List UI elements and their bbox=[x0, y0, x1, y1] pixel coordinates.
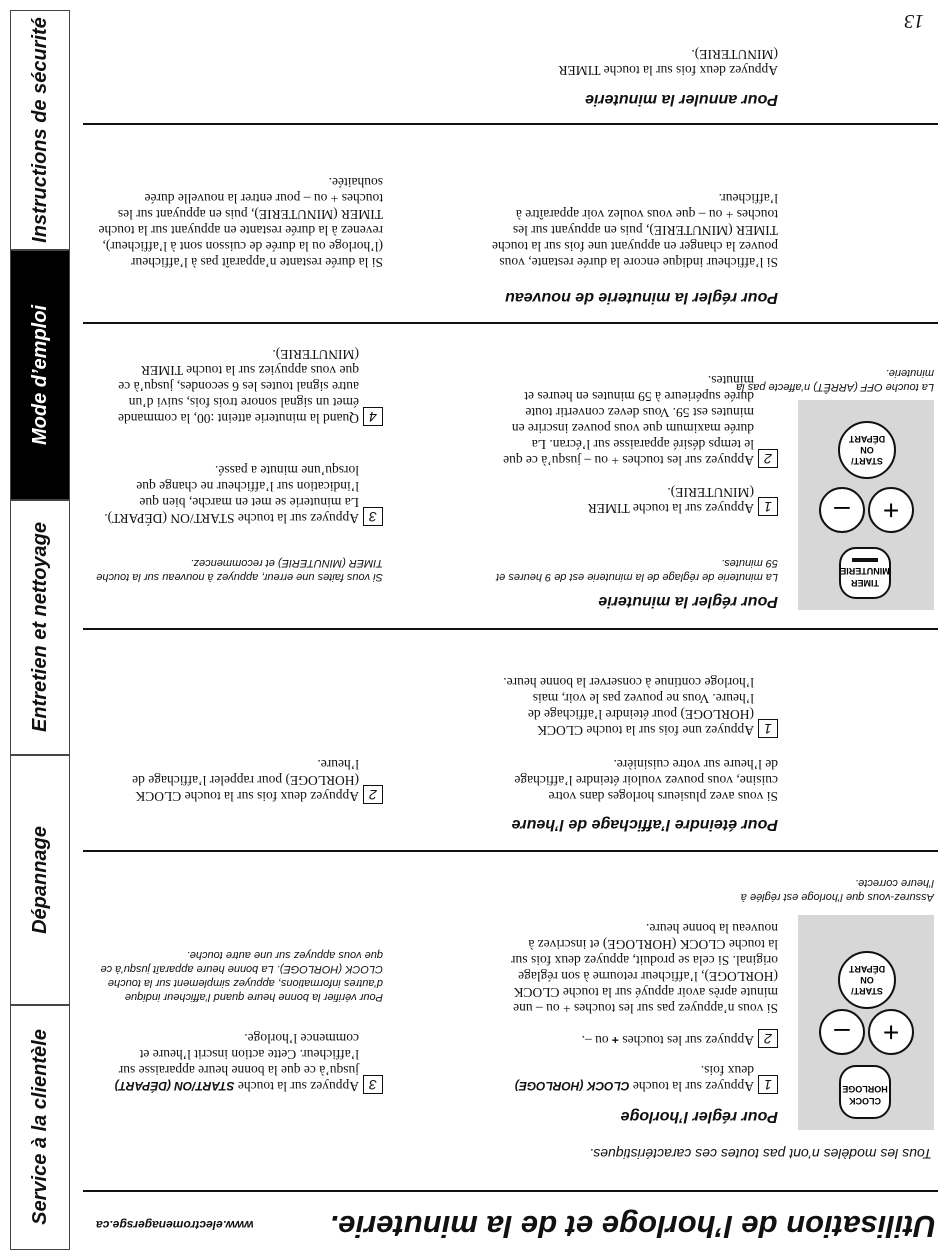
tab-label: Entretien et nettoyage bbox=[29, 522, 51, 733]
minus-icon: – bbox=[834, 1017, 850, 1048]
clock-step-2: Appuyez sur les touches + ou –. bbox=[581, 1033, 754, 1048]
tab-service[interactable] bbox=[10, 1005, 70, 1250]
clock-set-title: Pour régler l’horloge bbox=[620, 1108, 778, 1125]
divider bbox=[83, 850, 938, 852]
clock-step-3: Appuyez sur la touche START/ON (DÉPART) jusqu’à ce que la bonne heure apparaisse sur l’afficheur. Cette action inscrit l’heure et commence l’horloge. bbox=[114, 1031, 359, 1094]
clock-panel-buttons bbox=[798, 915, 934, 1130]
minus-button[interactable] bbox=[820, 488, 864, 532]
clock-set-paragraph: Si vous n’appuyez pas sur les touches + ou – une minute après avoir appuyé sur la touche CLOCK (HORLOGE), l’afficheur retourne à son réglage original. Si cela se produit, appuyez deux fois sur la touche CLOCK (HORLOGE) et inscrivez à nouveau la bonne heure. bbox=[511, 921, 778, 1016]
clock-off-step-1: Appuyez une fois sur la touche CLOCK (HORLOGE) pour éteindre l’affichage de l’heure. Vous ne pouvez pas le voir, mais l’horloge continue à conserver la bonne heure. bbox=[503, 675, 754, 738]
timer-step-2: Appuyez sur les touches + ou – jusqu’à ce que le temps désiré apparaisse sur l’écran. La durée maximum que vous pouvez inscrire en minutes est 59. Vous devez convertir toute durée supérieure à 59 minutes en heures et minutes. bbox=[503, 373, 754, 468]
svg-text:TIMER: TIMER bbox=[851, 578, 879, 588]
tab-label: Service à la clientèle bbox=[29, 1029, 51, 1226]
svg-text:START/: START/ bbox=[851, 986, 883, 996]
step-number: 3 bbox=[363, 1075, 383, 1094]
svg-text:DÉPART: DÉPART bbox=[848, 434, 886, 444]
step-number: 2 bbox=[363, 785, 383, 804]
tab-operation[interactable] bbox=[10, 250, 70, 500]
page-subtitle: Tous les modèles n’ont pas toutes ces caractéristiques. bbox=[589, 1146, 932, 1162]
divider bbox=[83, 123, 938, 125]
clock-step-1: Appuyez sur la touche CLOCK (HORLOGE) deux fois. bbox=[514, 1063, 754, 1094]
tab-label: Dépannage bbox=[29, 826, 51, 934]
timer-set-title: Pour régler la minuterie bbox=[598, 593, 778, 610]
timer-cancel-paragraph: Appuyez deux fois sur la touche TIMER (MINUTERIE). bbox=[558, 47, 778, 78]
step-number: 2 bbox=[758, 449, 778, 468]
svg-text:DÉPART: DÉPART bbox=[848, 964, 886, 974]
step-number: 1 bbox=[758, 1075, 778, 1094]
tab-label: Instructions de sécurité bbox=[29, 17, 51, 243]
clock-set-note: Pour vérifier la bonne heure quand l’afficheur indique d’autres informations, appuyez simplement sur la touche CLOCK (HORLOGE). La bonne heure apparaît jusqu’à ce que vous appuyez sur une autre touche. bbox=[100, 949, 383, 1003]
timer-reset-left: Si l’afficheur indique encore la durée restante, vous pouvez la changer en appuyant une fois sur la touche TIMER (MINUTERIE), puis en appuyant sur les touches + ou – que vous voulez voir apparaître à l’afficheur. bbox=[491, 191, 778, 270]
clock-control-panel bbox=[798, 915, 934, 1130]
tab-troubleshooting[interactable] bbox=[10, 755, 70, 1005]
step-number: 4 bbox=[363, 407, 383, 426]
clock-off-step-2: Appuyez deux fois sur la touche CLOCK (HORLOGE) pour rappeler l’affichage de l’heure. bbox=[132, 757, 359, 804]
timer-panel-note: La touche OFF (ARRÊT) n’affecte pas la minuterie. bbox=[736, 367, 934, 393]
divider bbox=[83, 1190, 938, 1192]
step-number: 1 bbox=[758, 497, 778, 516]
step-number: 3 bbox=[363, 507, 383, 526]
minus-icon: – bbox=[834, 495, 850, 526]
clock-off-paragraph: Si vous avez plusieurs horloges dans votre cuisine, vous pouvez vouloir éteindre l’affichage de l’heure sur votre cuisinière. bbox=[514, 757, 778, 804]
timer-reset-title: Pour régler la minuterie de nouveau bbox=[505, 289, 778, 306]
step-number: 1 bbox=[758, 719, 778, 738]
timer-step-4: Quand la minuterie atteint :00, la commande émet un signal sonore trois fois, suivi d’un autre signal toutes les 6 secondes, jusqu’à ce que vous appuyiez sur la touche TIMER (MINUTERIE). bbox=[117, 347, 359, 426]
page-number: 13 bbox=[904, 10, 924, 32]
start-button[interactable] bbox=[839, 422, 895, 478]
clock-button[interactable] bbox=[840, 1066, 890, 1118]
svg-text:ON: ON bbox=[860, 975, 874, 985]
tab-safety[interactable] bbox=[10, 10, 70, 250]
main-content bbox=[82, 0, 938, 1260]
plus-button[interactable] bbox=[869, 1010, 913, 1054]
minus-button[interactable] bbox=[820, 1010, 864, 1054]
timer-reset-right: Si la durée restante n’apparaît pas à l’afficheur (l’horloge ou la durée de cuisson sont à l’afficheur), revenez à la durée restante en appuyant sur la touche TIMER (MINUTERIE), puis en appuyant sur les touches + ou – pour entrer la nouvelle durée souhaitée. bbox=[98, 175, 383, 270]
clock-button-label: CLOCK bbox=[849, 1096, 881, 1106]
start-button[interactable] bbox=[839, 952, 895, 1008]
step-number: 2 bbox=[758, 1029, 778, 1048]
svg-text:HORLOGE: HORLOGE bbox=[842, 1084, 888, 1094]
timer-cancel-title: Pour annuler la minuterie bbox=[585, 91, 778, 108]
svg-text:ON: ON bbox=[860, 445, 874, 455]
timer-panel-buttons bbox=[798, 400, 934, 610]
clock-off-title: Pour éteindre l’affichage de l’heure bbox=[511, 816, 778, 833]
timer-set-intro: La minuterie de réglage de la minuterie est de 9 heures et 59 minutes. bbox=[496, 557, 778, 583]
svg-text:MINUTERIE: MINUTERIE bbox=[840, 566, 890, 576]
timer-control-panel bbox=[798, 400, 934, 610]
divider bbox=[83, 628, 938, 630]
tab-care[interactable] bbox=[10, 500, 70, 755]
plus-button[interactable] bbox=[869, 488, 913, 532]
timer-set-note: Si vous faites une erreur, appuyez à nouveau sur la touche TIMER (MINUTERIE) et recommencez. bbox=[96, 557, 383, 583]
plus-icon: + bbox=[882, 495, 900, 526]
divider bbox=[83, 322, 938, 324]
plus-icon: + bbox=[882, 1017, 900, 1048]
timer-step-1: Appuyez sur la touche TIMER (MINUTERIE). bbox=[587, 485, 754, 516]
timer-button[interactable] bbox=[840, 548, 890, 598]
tab-label: Mode d’emploi bbox=[29, 305, 51, 445]
page-title: Utilisation de l’horloge et de la minuterie. bbox=[329, 1209, 936, 1244]
website-link[interactable]: www.electromenagersge.ca bbox=[96, 1218, 254, 1232]
svg-text:START/: START/ bbox=[851, 456, 883, 466]
timer-step-3: Appuyez sur la touche START/ON (DÉPART). La minuterie se met en marche, bien que l’indication sur l’afficheur ne change que lorsqu’une minute a passé. bbox=[104, 463, 359, 526]
clock-panel-note: Assurez-vous que l’horloge est réglée à l’heure correcte. bbox=[740, 877, 934, 903]
section-tabs bbox=[10, 10, 70, 1250]
